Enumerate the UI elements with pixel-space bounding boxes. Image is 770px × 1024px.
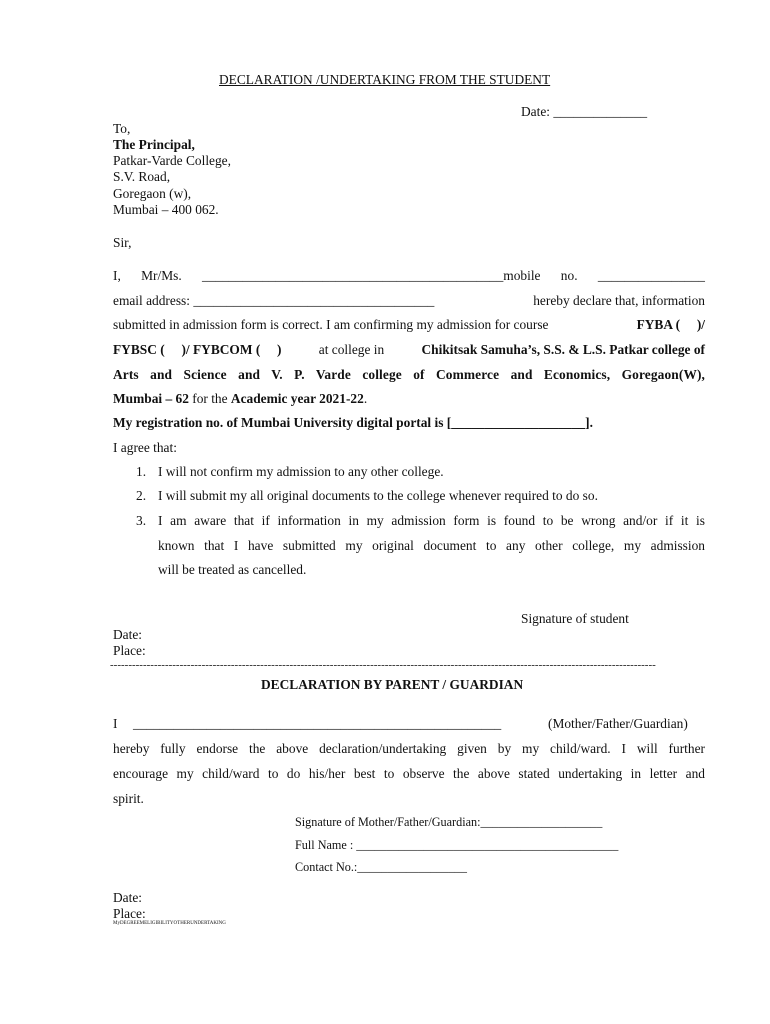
email-field: email address: ____________________________________ [113,293,435,308]
body-line-4 [113,342,705,358]
item-3-line2-wrap [158,538,705,554]
item-3-line3: will be treated as cancelled. [158,562,307,577]
parent-i: I [113,716,118,731]
item-1-text: I will not confirm my admission to any other college. [158,464,444,479]
declare-text: hereby declare that, information [533,293,705,308]
body-line-6 [113,391,367,407]
address-line1: Patkar-Varde College, [113,153,231,168]
date-field-top: Date: ______________ [521,104,648,119]
item-3-line2: known that I have submitted my original document to any other college, my admission [158,538,705,553]
parent-line-3: encourage my child/ward to do his/her best to observe the above stated undertaking in letter and [113,766,705,781]
signature-student: Signature of student [521,611,629,626]
name-mobile-fields: I, Mr/Ms. _____________________________________________mobile no. ________________ [113,268,705,283]
parent-title: DECLARATION BY PARENT / GUARDIAN [261,677,524,692]
salutation: Sir, [113,235,132,250]
course-fyba: FYBA ( )/ [636,317,705,332]
footer-code: MyDEGREEMELIGIBILITYOTHERUNDERTAKING [113,921,226,926]
parent-date: Date: [113,890,142,905]
item-3-line1-wrap [158,513,705,529]
body-line-3 [113,317,705,333]
for-the-text: for the [188,391,231,406]
college-in-text: at college in [315,342,388,357]
parent-fullname: Full Name : ___________________________________________ [295,838,619,852]
course-text: submitted in admission form is correct. I am confirming my admission for course [113,317,552,332]
parent-line-2-wrap [113,741,705,757]
period: . [363,391,368,406]
body-line-1 [113,268,705,284]
parent-place: Place: [113,906,146,921]
parent-line-2: hereby fully endorse the above declaration/undertaking given by my child/ward. I will further [113,741,705,756]
item-2-text: I will submit my all original documents to the college whenever required to do so. [158,488,598,503]
parent-name-field: _______________________________________________________ [133,716,502,731]
address-line2: S.V. Road, [113,169,171,184]
place-label: Place: [113,643,146,658]
address-line4: Mumbai – 400 062. [113,202,219,217]
parent-contact: Contact No.:__________________ [295,860,467,874]
parent-line-4: spirit. [113,791,144,806]
course-fybsc-fybcom: FYBSC ( )/ FYBCOM ( ) [113,342,282,357]
parent-line-3-wrap [113,766,705,782]
registration-line: My registration no. of Mumbai University digital portal is [____________________]. [113,415,593,430]
section-divider: ----------------------------------------------------------------------------------------------------------------------------------------------------- [110,659,656,671]
parent-signature: Signature of Mother/Father/Guardian:____________________ [295,815,603,829]
date-label: Date: [113,627,142,642]
item-3-line1: I am aware that if information in my admission form is found to be wrong and/or if it is [158,513,705,528]
college-city: Mumbai – 62 [113,391,189,406]
body-line-5 [113,367,705,383]
address-to: To, [113,121,131,136]
address-line3: Goregaon (w), [113,186,192,201]
academic-year: Academic year 2021-22 [230,391,364,406]
agree-text: I agree that: [113,440,177,455]
item-1-number: 1. [136,464,147,479]
college-name-1: Chikitsak Samuha’s, S.S. & L.S. Patkar college of [421,342,705,357]
college-name-2: Arts and Science and V. P. Varde college of Commerce and Economics, Goregaon(W), [113,367,705,382]
parent-relation: (Mother/Father/Guardian) [548,716,688,731]
item-2-number: 2. [136,488,147,503]
item-3-number: 3. [136,513,147,528]
document-title: DECLARATION /UNDERTAKING FROM THE STUDENT [219,72,551,87]
address-principal: The Principal, [113,137,195,152]
body-line-2 [113,293,705,309]
